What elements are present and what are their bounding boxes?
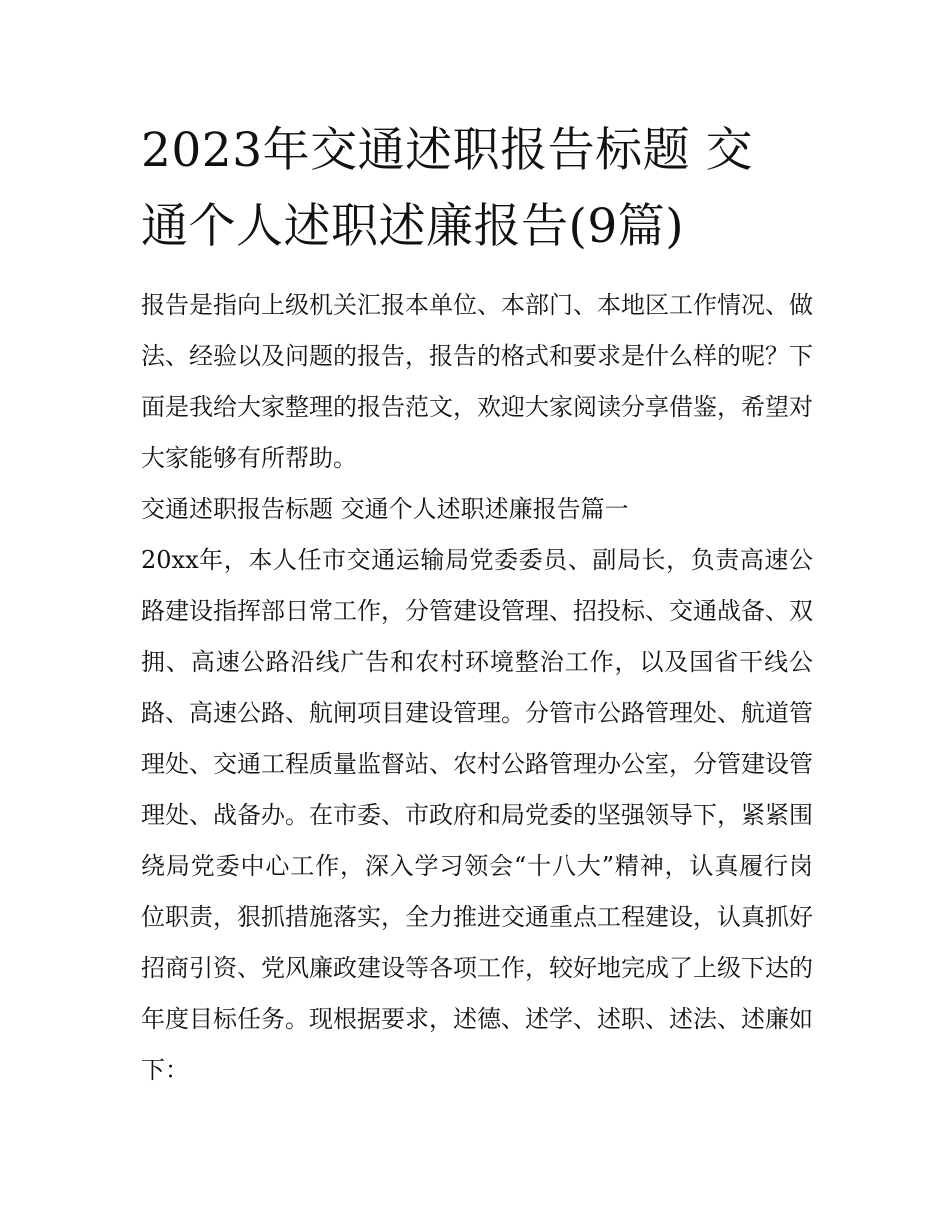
section-heading: 交通述职报告标题 交通个人述职述廉报告篇一 (141, 495, 629, 523)
title-line-2: 通个人述职述廉报告(9篇) (141, 199, 685, 254)
document-title (141, 113, 813, 265)
body-paragraph: 20xx年，本人任市交通运输局党委委员、副局长，负责高速公路建设指挥部日常工作，分管建设管理、招投标、交通战备、双拥、高速公路沿线广告和农村环境整治工作，以及国省干线公路、高速公路、航闸项目建设管理。分管市公路管理处、航道管理处、交通工程质量监督站、农村公路管理办公室，分管建设管理处、战备办。在市委、市政府和局党委的坚强领导下，紧紧围绕局党委中心工作，深入学习领会“十八大”精神，认真履行岗位职责，狠抓措施落实，全力推进交通重点工程建设，认真抓好招商引资、党风廉政建设等各项工作，较好地完成了上级下达的年度目标任务。现根据要求，述德、述学、述职、述法、述廉如下： (141, 546, 813, 1084)
intro-paragraph: 报告是指向上级机关汇报本单位、本部门、本地区工作情况、做法、经验以及问题的报告，报告的格式和要求是什么样的呢？下面是我给大家整理的报告范文，欢迎大家阅读分享借鉴，希望对大家能够有所帮助。 (141, 291, 813, 472)
document-content (141, 113, 813, 1096)
title-line-1: 2023年交通述职报告标题 交 (141, 123, 754, 178)
